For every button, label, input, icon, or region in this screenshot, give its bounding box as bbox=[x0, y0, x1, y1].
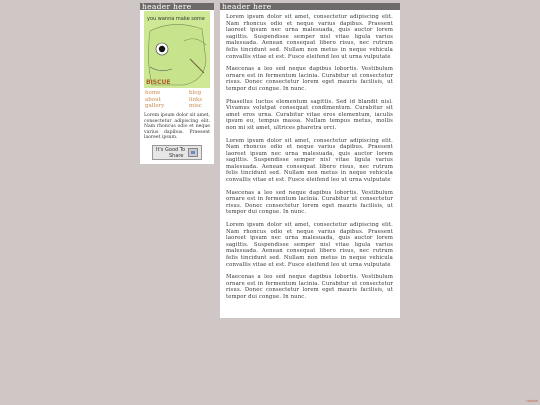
cartoon-face-icon bbox=[144, 11, 210, 88]
main-content bbox=[220, 10, 400, 318]
post-paragraph: Lorem ipsum dolor sit amet, consectetur adipiscing elit. Nam rhoncus odio et neque varius dapibus. Praesent laoreet ipsum nec urna malesuada, quis auctor lorem sagittis. Suspendisse semper nisl vitae ligula varius malesuada. Aenean consequat libero risus, nec rutrum felis tincidunt sed. Nullam non metus in neque vehicula convallis vitae et est. Fusce eleifend leo ut urna vulputate bbox=[226, 137, 393, 184]
share-button-label-line2: Share bbox=[169, 153, 184, 159]
nav-link-about[interactable]: about bbox=[145, 96, 161, 103]
nav-link-gallery[interactable]: gallery bbox=[145, 103, 165, 109]
sidebar-header: header here bbox=[140, 3, 214, 10]
post-paragraph: Maecenas a leo sed neque dapibus lobortis. Vestibulum ornare est in fermentum lacinia. Curabitur ut consectetur risus. Donec consectetur lorem eget mauris facilisis, ut tempor dui congue. In nunc. bbox=[226, 66, 393, 92]
nav-link-home[interactable]: home bbox=[145, 90, 161, 96]
nav-link-misc[interactable]: misc bbox=[189, 103, 202, 109]
share-icon bbox=[188, 148, 198, 157]
nav-row bbox=[145, 103, 209, 110]
blog-logo bbox=[144, 11, 210, 88]
logo-bottom-text: BISCUE bbox=[146, 79, 171, 86]
logo-top-text: you wanna make some bbox=[147, 16, 205, 22]
sidebar-nav bbox=[145, 90, 209, 110]
corner-credit-link[interactable]: tumblr bbox=[526, 399, 538, 403]
nav-link-links[interactable]: links bbox=[189, 96, 203, 103]
post-paragraph: Lorem ipsum dolor sit amet, consectetur adipiscing elit. Nam rhoncus odio et neque varius dapibus. Praesent laoreet ipsum nec urna malesuada, quis auctor lorem sagittis. Suspendisse semper nisl vitae ligula varius malesuada. Aenean consequat libero risus, nec rutrum felis tincidunt sed. Nullam non metus in neque vehicula convallis vitae et est. Fusce eleifend leo ut urna vulputate bbox=[226, 14, 393, 60]
sidebar-description: Lorem ipsum dolor sit amet, consectetur adipiscing elit. Nam rhoncus odio et neque varius dapibus. Praesent laoreet ipsum. bbox=[144, 113, 210, 141]
share-button[interactable] bbox=[152, 145, 202, 160]
post-paragraph: Maecenas a leo sed neque dapibus lobortis. Vestibulum ornare est in fermentum lacinia. Curabitur ut consectetur risus. Donec consectetur lorem eget mauris facilisis, ut tempor dui congue. In nunc. bbox=[226, 189, 393, 216]
post-paragraph: Maecenas a leo sed neque dapibus lobortis. Vestibulum ornare est in fermentum lacinia. Curabitur ut consectetur risus. Donec consectetur lorem eget mauris facilisis, ut tempor dui congue. In nunc. bbox=[226, 274, 393, 300]
share-button-label-line1: It's Good To bbox=[156, 147, 186, 153]
post-paragraph: Phasellus luctus elementum sagittis. Sed id blandit nisl. Vivamus volutpat consequat condimentum. Curabitur sit amet eros urna. Curabitur vitae eros elementum, iaculis ipsum eu, tempus massa. Nullam tempus metus, mollis non mi sit amet, ultrices pharetra orci. bbox=[226, 98, 393, 131]
main-header: header here bbox=[220, 3, 400, 10]
nav-link-blog[interactable]: blog bbox=[189, 90, 202, 96]
sidebar bbox=[140, 10, 214, 164]
post-paragraph: Lorem ipsum dolor sit amet, consectetur adipiscing elit. Nam rhoncus odio et neque varius dapibus. Praesent laoreet ipsum nec urna malesuada, quis auctor lorem sagittis. Suspendisse semper nisl vitae ligula varius malesuada. Aenean consequat libero risus, nec rutrum felis tincidunt sed. Nullam non metus in neque vehicula convallis vitae et est. Fusce eleifend leo ut urna vulputate bbox=[226, 222, 393, 268]
